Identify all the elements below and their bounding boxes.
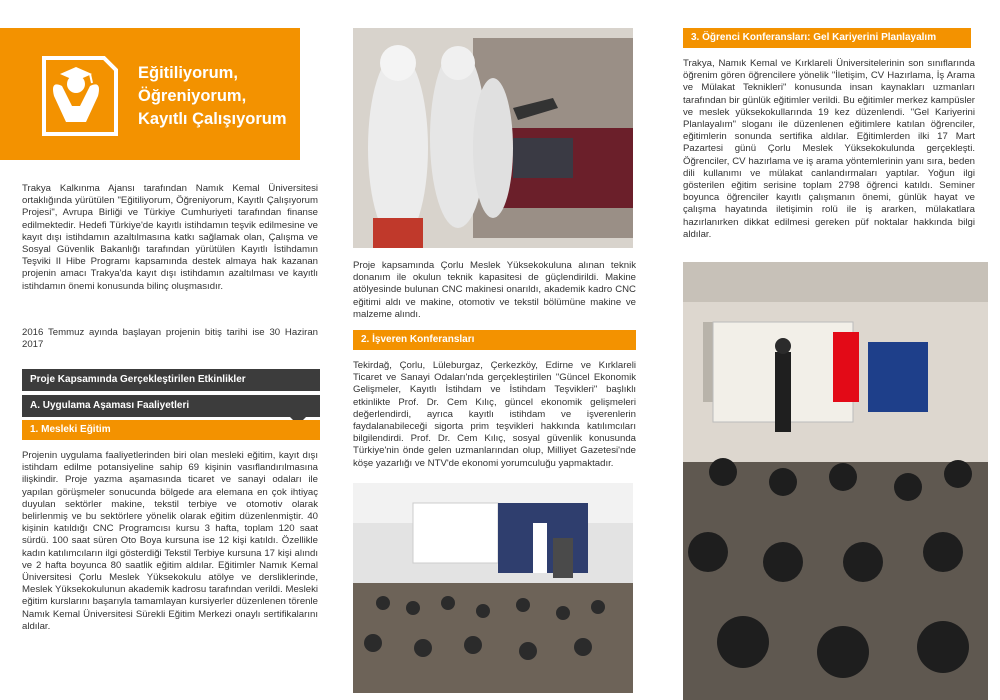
hero-title: Eğitiliyorum, Öğreniyorum, Kayıtlı Çalışıyorum [138, 64, 287, 128]
student-conference-paragraph: Trakya, Namık Kemal ve Kırklareli Üniversitelerinin son sınıflarında öğrenim gören öğrencilere yönelik "İletişim, CV Hazırlama, İş Arama ve Mülakat Teknikleri" konusunda insan kaynakları uzmanları tarafından bir günlük eğitimler verildi. Bu eğitimler merkez kampüsler ve meslek yüksekokullarında 19 kez düzenlendi. "Gel Kariyerini Planlayalım" sloganı ile düzenlenen eğitimlere katılan öğrenciler, eğitimlerin sonunda sertifika aldılar. Eğitimlerden ilki 17 Mart Pazartesi günü Çorlu Meslek Yüksekokulunda gerçekleşti. Öğrenciler, CV hazırlama ve iş arama yöntemlerinin yanı sıra, beden dili kullanımı ve mülakat canlandırmaları yaptılar. Yoğun ilgi gösterilen eğitim serisine toplam 2798 öğrenci katıldı. Seminer boyunca öğrenciler kayıtlı çalışmanın önemi, günlük hayat ve çalışma hayatında iletişimin rolü ile iş ararken, mülakatlara hazırlanırken dikkat edilmesi gereken püf noktalar hakkında bilgi aldılar. [683, 58, 975, 240]
graduate-worker-logo-icon [30, 50, 122, 142]
technical-equipment-paragraph: Proje kapsamında Çorlu Meslek Yüksekokuluna alınan teknik donanım ile okulun teknik kapasitesi de güçlendirildi. Makine atölyesinde bulunan CNC makinesi onarıldı, akademik kadro CNC eğitimi aldı ve makine, otomotiv ve tekstil bölümüne makine ve malzeme alındı. [353, 260, 636, 320]
project-date-paragraph: 2016 Temmuz ayında başlayan projenin bitiş tarihi ise 30 Haziran 2017 [22, 327, 318, 351]
vocational-paragraph: Projenin uygulama faaliyetlerinden biri olan mesleki eğitim, kayıt dışı istihdam edilme potansiyeline sahip 69 kişinin vasıflandırılmasına ilişkindir. Proje yazma aşamasında ticaret ve sanayi odaları ile yapılan görüşmeler sonucunda bölgede ara elemana en çok ihtiyaç duyulan sektörler makine, tekstil terbiye ve otomotiv olarak belirlenmiş ve bu sektörlere yönelik olarak eğitim düzenlenmiştir. 40 kişinin katıldığı CNC Programcısı kursu 3 hafta, toplam 120 saat sürdü. 100 saat süren Oto Boya kursuna ise 12 kişi katıldı. Özellikle kadın katılımcıların ilgi gösterdiği Tekstil Terbiye kursuna 17 kişi alındı ve 2 hafta boyunca 80 saatlik eğitim aldılar. Eğitimler Namık Kemal Üniversitesi Çorlu Meslek Yüksekokulu atölye ve dersliklerinde, Meslek Yüksekokulunun akademik kadrosu tarafından verildi. Mesleki eğitim kurslarını başarıyla tamamlayan kursiyerler düzenlenen törenle Namık Kemal Üniversitesi Sürekli Eğitim Merkezi onaylı sertifikalarını aldılar. [22, 450, 318, 632]
section-heading-vocational: 1. Mesleki Eğitim [22, 420, 320, 440]
hero-banner [0, 28, 300, 160]
section-heading-phase: A. Uygulama Aşaması Faaliyetleri [22, 395, 320, 417]
spray-paint-training-photo [353, 28, 633, 248]
section-heading-student: 3. Öğrenci Konferansları: Gel Kariyerini Planlayalım [683, 28, 971, 48]
employer-conference-paragraph: Tekirdağ, Çorlu, Lüleburgaz, Çerkezköy, Edirne ve Kırklareli Ticaret ve Sanayi Odaları'nda gerçekleştirilen "Güncel Ekonomik Gelişmeler, Kayıtlı İstihdam ve İstihdam Teşvikleri" başlıklı etkinlikte Prof. Dr. Cem Kılıç, güncel ekonomik gelişmeleri değerlendirdi, ayrıca kayıtlı istihdam ve işverenlerin faydalanabileceği sigorta prim teşvikleri hakkında katılımcıları bilgilendirdi. Prof. Dr. Cem Kılıç, sosyal güvenlik konusunda Türkiye'nin önde gelen uzmanlarından olup, Milliyet Gazetesi'nde köşe yazarlığı ve NTV'de ekonomi yorumculuğu yapmaktadır. [353, 360, 636, 469]
employer-conference-photo [353, 483, 633, 693]
student-conference-photo [683, 262, 988, 700]
section-heading-employer: 2. İşveren Konferansları [353, 330, 636, 350]
intro-paragraph: Trakya Kalkınma Ajansı tarafından Namık Kemal Üniversitesi ortaklığında yürütülen "Eğitiliyorum, Öğreniyorum, Kayıtlı Çalışıyorum Projesi", Avrupa Birliği ve Türkiye Cumhuriyeti tarafından finanse edilmektedir. Hedefi Türkiye'de kayıtlı istihdamın teşvik edilmesine ve kayıt dışı istihdamın azaltılmasına katkı sağlamak olan, Çalışma ve Sosyal Güvenlik Bakanlığı tarafından yürütülen Kayıtlı İstihdamın Teşviki II Hibe Programı kapsamında destek almaya hak kazanan projenin amacı Trakya'da kayıt dışı istihdamın azaltılması ve kayıtlı istihdamın önemi konusunda bilinç oluşmasıdır. [22, 183, 318, 292]
section-heading-activities: Proje Kapsamında Gerçekleştirilen Etkinlikler [22, 369, 320, 391]
